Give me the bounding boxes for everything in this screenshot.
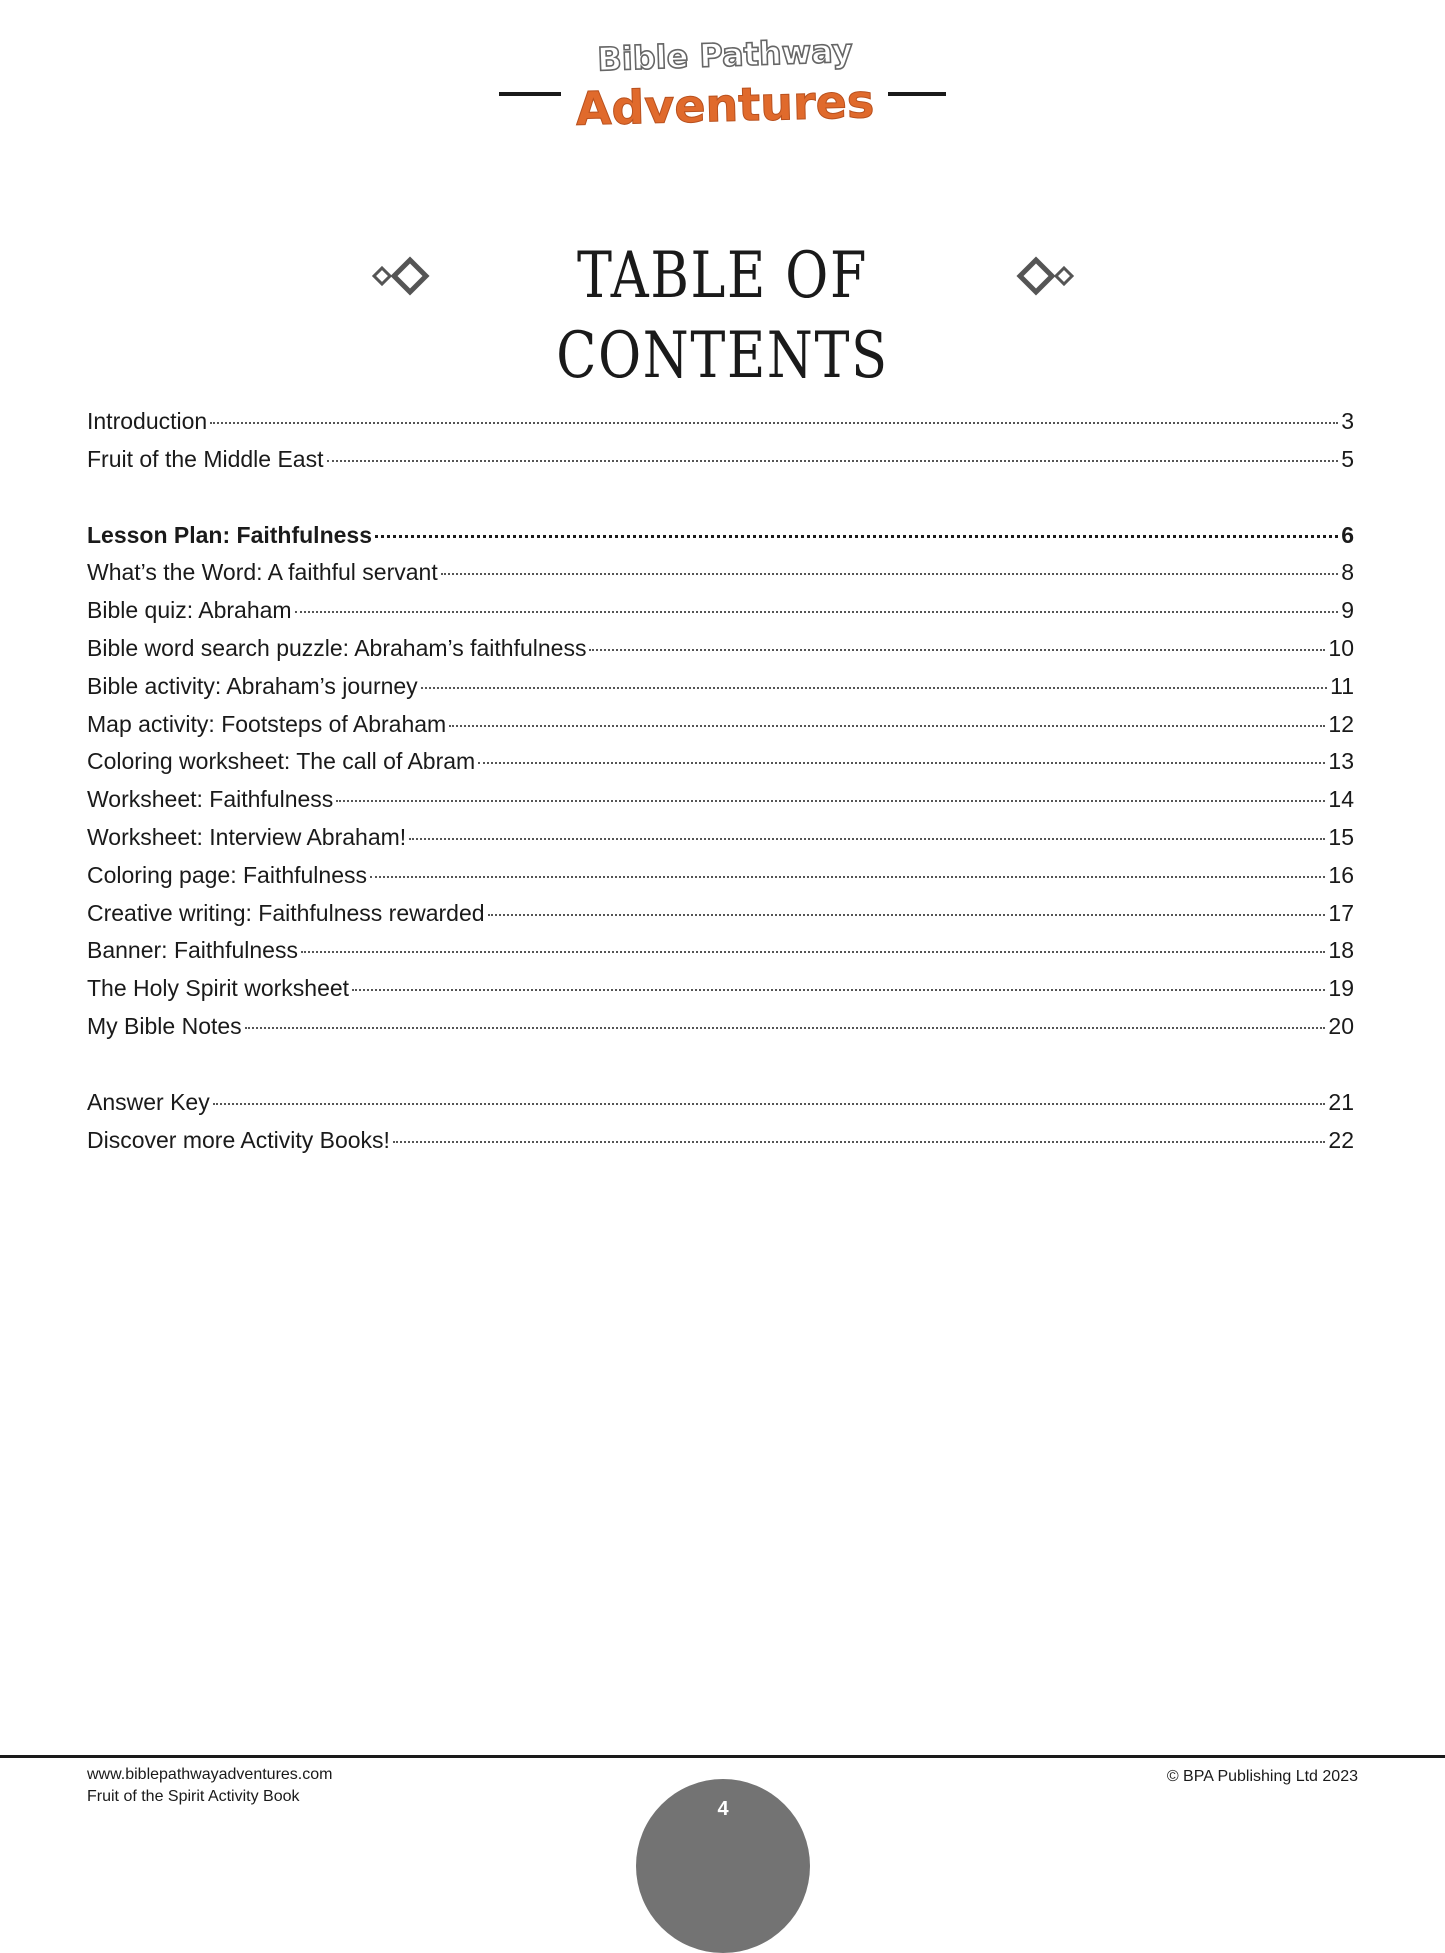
toc-entry-label: Coloring page: Faithfulness	[87, 861, 367, 888]
toc-entry[interactable]	[87, 554, 1354, 592]
toc-entry-page: 19	[1328, 975, 1354, 1002]
footer-copyright: © BPA Publishing Ltd 2023	[1166, 1768, 1358, 1785]
toc-entry-page: 17	[1328, 899, 1354, 926]
dot-leader	[478, 760, 1325, 764]
toc-entry-label: Bible activity: Abraham’s journey	[87, 672, 418, 699]
toc-entry-page: 6	[1341, 521, 1354, 548]
toc-entry[interactable]	[87, 895, 1354, 933]
toc-entry-label: Creative writing: Faithfulness rewarded	[87, 899, 485, 926]
toc-entry[interactable]	[87, 706, 1354, 744]
toc-entry-label: Coloring worksheet: The call of Abram	[87, 748, 476, 775]
logo-line-1: Bible Pathway	[596, 31, 854, 79]
dot-leader	[421, 685, 1327, 689]
toc-spacer	[87, 1046, 1354, 1084]
diamond-ornament-icon	[1012, 254, 1082, 298]
toc-entry[interactable]	[87, 857, 1354, 895]
toc-entry-label: The Holy Spirit worksheet	[87, 975, 350, 1002]
toc-entry[interactable]	[87, 592, 1354, 630]
toc-entry[interactable]	[87, 441, 1354, 479]
toc-entry-page: 10	[1328, 634, 1354, 661]
toc-entry-page: 22	[1328, 1126, 1354, 1153]
dot-leader	[327, 458, 1339, 462]
toc-entry-page: 3	[1341, 408, 1354, 434]
toc-entry-page: 11	[1330, 672, 1354, 699]
table-of-contents	[87, 403, 1354, 1159]
toc-entry-label: What’s the Word: A faithful servant	[87, 559, 438, 586]
footer-left	[87, 1764, 332, 1808]
toc-entry[interactable]	[87, 403, 1354, 441]
toc-entry-label: Worksheet: Interview Abraham!	[87, 823, 407, 850]
title-row	[0, 236, 1445, 393]
toc-entry-label: Answer Key	[87, 1088, 210, 1115]
dot-leader	[441, 571, 1338, 575]
toc-entry-label: Bible quiz: Abraham	[87, 597, 292, 624]
logo-line-2: Adventures	[575, 74, 875, 136]
toc-entry-page: 5	[1341, 445, 1354, 472]
dot-leader	[375, 533, 1338, 538]
dot-leader	[352, 987, 1325, 991]
toc-entry-page: 18	[1328, 937, 1354, 964]
toc-entry-page: 9	[1341, 597, 1354, 624]
toc-entry-page: 16	[1328, 861, 1354, 888]
dot-leader	[488, 912, 1326, 916]
toc-entry-label: Introduction	[87, 408, 208, 434]
toc-entry[interactable]	[87, 970, 1354, 1008]
toc-entry[interactable]	[87, 781, 1354, 819]
dot-leader	[409, 836, 1325, 840]
footer-website-link[interactable]: www.biblepathwayadventures.com	[87, 1766, 333, 1783]
toc-entry[interactable]	[87, 932, 1354, 970]
dot-leader	[295, 609, 1339, 613]
page-title: TABLE OF CONTENTS	[556, 239, 889, 393]
toc-entry-lesson-plan[interactable]	[87, 517, 1354, 555]
logo	[0, 31, 1445, 136]
toc-entry-page: 12	[1328, 710, 1354, 737]
toc-entry-page: 21	[1328, 1088, 1354, 1115]
page-number: 4	[717, 1798, 729, 1820]
toc-entry-label: My Bible Notes	[87, 1012, 242, 1039]
toc-entry[interactable]	[87, 630, 1354, 668]
logo-rule-right	[888, 92, 946, 96]
toc-entry-page: 15	[1328, 823, 1354, 850]
toc-entry[interactable]	[87, 743, 1354, 781]
dot-leader	[301, 949, 1325, 953]
toc-entry-label: Map activity: Footsteps of Abraham	[87, 710, 447, 737]
footer-rule	[0, 1755, 1445, 1758]
footer-book-title: Fruit of the Spirit Activity Book	[87, 1788, 300, 1805]
logo-rule-left	[499, 92, 561, 96]
toc-spacer	[87, 479, 1354, 517]
dot-leader	[589, 647, 1325, 651]
dot-leader	[213, 1101, 1326, 1105]
dot-leader	[449, 723, 1325, 727]
toc-entry-label: Lesson Plan: Faithfulness	[87, 521, 372, 548]
dot-leader	[336, 798, 1325, 802]
toc-entry[interactable]	[87, 819, 1354, 857]
diamond-ornament-icon	[370, 254, 440, 298]
toc-entry[interactable]	[87, 1122, 1354, 1160]
toc-entry-page: 20	[1328, 1012, 1354, 1039]
dot-leader	[370, 874, 1325, 878]
toc-entry-label: Worksheet: Faithfulness	[87, 786, 334, 813]
toc-entry-page: 14	[1328, 786, 1354, 813]
toc-entry-label: Bible word search puzzle: Abraham’s faithfulness	[87, 634, 587, 661]
toc-entry-label: Fruit of the Middle East	[87, 445, 324, 472]
dot-leader	[210, 420, 1338, 424]
toc-entry-page: 8	[1341, 559, 1354, 586]
toc-entry[interactable]	[87, 1008, 1354, 1046]
toc-entry-page: 13	[1328, 748, 1354, 775]
dot-leader	[393, 1139, 1325, 1143]
toc-entry-label: Discover more Activity Books!	[87, 1126, 390, 1153]
toc-entry[interactable]	[87, 668, 1354, 706]
toc-entry-label: Banner: Faithfulness	[87, 937, 298, 964]
dot-leader	[245, 1025, 1326, 1029]
toc-entry[interactable]	[87, 1084, 1354, 1122]
